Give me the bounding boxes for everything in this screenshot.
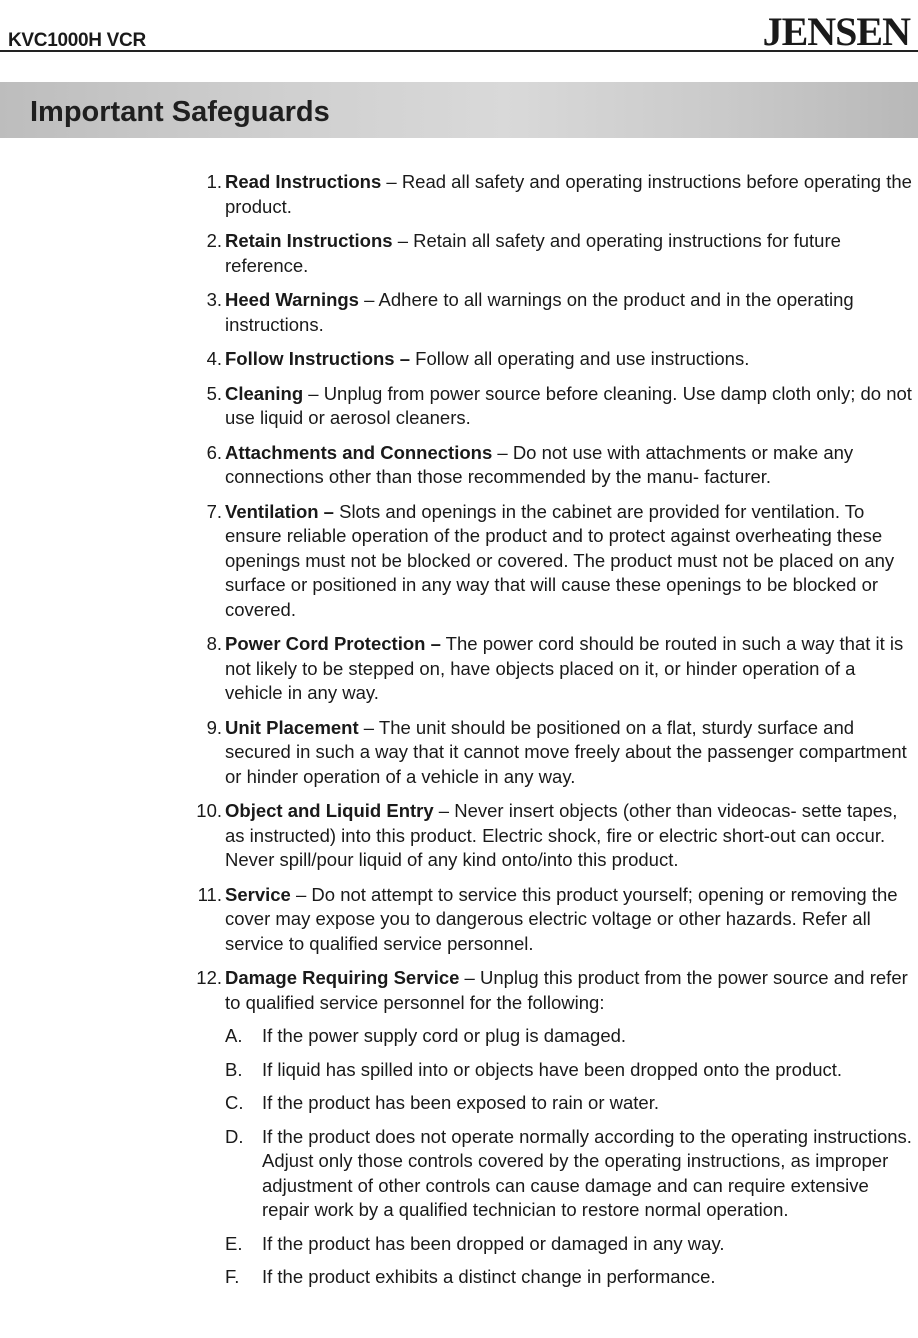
section-title: Important Safeguards bbox=[30, 96, 330, 128]
item-term: Follow Instructions – bbox=[225, 348, 411, 369]
item-number: 9. bbox=[206, 716, 222, 738]
sub-item-text: If liquid has spilled into or objects have been dropped onto the product. bbox=[262, 1058, 843, 1080]
item-term: Damage Requiring Service bbox=[225, 967, 460, 988]
item-text: – Do not use with attachments or make any connections other than those recommended by the manu- facturer. bbox=[225, 441, 854, 487]
brand-logo: JENSEN bbox=[762, 9, 910, 54]
item-term: Attachments and Connections bbox=[225, 441, 493, 463]
item-text: – Unplug this product from the power source and refer to qualified service personnel for the following: bbox=[225, 967, 908, 1013]
list-item bbox=[150, 632, 915, 706]
item-number: 5. bbox=[206, 382, 222, 404]
sub-item bbox=[225, 1058, 915, 1083]
list-item bbox=[150, 170, 915, 219]
sub-item-letter: B. bbox=[225, 1058, 243, 1080]
item-number: 2. bbox=[206, 230, 222, 251]
item-text: Slots and openings in the cabinet are provided for ventilation. To ensure reliable operation of the product and to protect against overheating these openings must not be blocked or covered. The product must not be placed on any surface or positioned in any way that will cause these openings to be blocked or covered. bbox=[225, 500, 895, 620]
list-item bbox=[150, 347, 915, 372]
item-text: – Unplug from power source before cleaning. Use damp cloth only; do not use liquid or aerosol cleaners. bbox=[225, 382, 912, 428]
sub-item-letter: D. bbox=[225, 1125, 244, 1147]
sub-item bbox=[225, 1265, 915, 1290]
item-term: Retain Instructions bbox=[225, 230, 393, 251]
list-item bbox=[150, 229, 915, 278]
sub-item bbox=[225, 1232, 915, 1257]
item-number: 3. bbox=[206, 289, 222, 310]
item-term: Ventilation – bbox=[225, 500, 334, 522]
item-term: Cleaning bbox=[225, 382, 304, 404]
header-rule bbox=[0, 50, 918, 52]
sub-item-letter: A. bbox=[225, 1025, 243, 1046]
sub-item-text: If the product has been exposed to rain or water. bbox=[262, 1092, 659, 1113]
item-number: 1. bbox=[206, 171, 222, 192]
sub-item bbox=[225, 1125, 915, 1223]
sub-item-letter: F. bbox=[225, 1266, 240, 1287]
safeguards-list bbox=[150, 170, 915, 1300]
item-number: 10. bbox=[196, 800, 222, 821]
sub-item-text: If the product has been dropped or damaged in any way. bbox=[262, 1232, 725, 1254]
item-text: – Never insert objects (other than videocas- sette tapes, as instructed) into this product. Electric shock, fire or electric short-out can occur. Never spill/pour liquid of any kind onto/into this product. bbox=[225, 800, 898, 870]
item-text: – Read all safety and operating instructions before operating the product. bbox=[225, 171, 912, 217]
item-text: Follow all operating and use instructions. bbox=[410, 348, 750, 369]
list-item bbox=[150, 883, 915, 957]
list-item bbox=[150, 966, 915, 1290]
sub-item bbox=[225, 1024, 915, 1049]
item-term: Heed Warnings bbox=[225, 289, 359, 310]
item-text: – Do not attempt to service this product yourself; opening or removing the cover may expose you to dangerous electric voltage or other hazards. Refer all service to qualified service personnel. bbox=[225, 883, 898, 954]
list-item bbox=[150, 288, 915, 337]
list-item bbox=[150, 716, 915, 790]
item-term: Service bbox=[225, 883, 291, 905]
item-text: – The unit should be positioned on a flat, sturdy surface and secured in such a way that it cannot move freely about the passenger compartment or hinder operation of a vehicle in any way. bbox=[225, 716, 907, 787]
item-number: 4. bbox=[206, 348, 222, 369]
sub-item-text: If the product exhibits a distinct change in performance. bbox=[262, 1266, 716, 1287]
list-item bbox=[150, 382, 915, 431]
sub-item bbox=[225, 1091, 915, 1116]
list-item bbox=[150, 500, 915, 623]
item-number: 11. bbox=[197, 883, 222, 905]
item-number: 12. bbox=[196, 967, 222, 988]
item-term: Object and Liquid Entry bbox=[225, 800, 434, 821]
item-number: 6. bbox=[206, 441, 222, 463]
model-title: KVC1000H VCR bbox=[8, 30, 146, 51]
sub-item-text: If the power supply cord or plug is damaged. bbox=[262, 1025, 627, 1046]
item-number: 7. bbox=[206, 500, 222, 522]
list-item bbox=[150, 441, 915, 490]
sub-item-text: If the product does not operate normally according to the operating instructions. Adjust only those controls covered by the operating instructions, as improper adjustment of other controls can cause damage and can require extensive repair work by a qualified technician to restore normal operation. bbox=[262, 1125, 912, 1220]
item-term: Power Cord Protection – bbox=[225, 633, 441, 654]
sub-item-letter: C. bbox=[225, 1092, 244, 1113]
item-term: Read Instructions bbox=[225, 171, 382, 192]
item-text: – Adhere to all warnings on the product and in the operating instructions. bbox=[225, 289, 854, 335]
list-item bbox=[150, 799, 915, 873]
item-number: 8. bbox=[206, 633, 222, 654]
sub-item-letter: E. bbox=[225, 1232, 243, 1254]
item-text: – Retain all safety and operating instructions for future reference. bbox=[225, 230, 841, 276]
item-text: The power cord should be routed in such a way that it is not likely to be stepped on, have objects placed on it, or hinder operation of a vehicle in any way. bbox=[225, 633, 904, 703]
item-term: Unit Placement bbox=[225, 716, 359, 738]
